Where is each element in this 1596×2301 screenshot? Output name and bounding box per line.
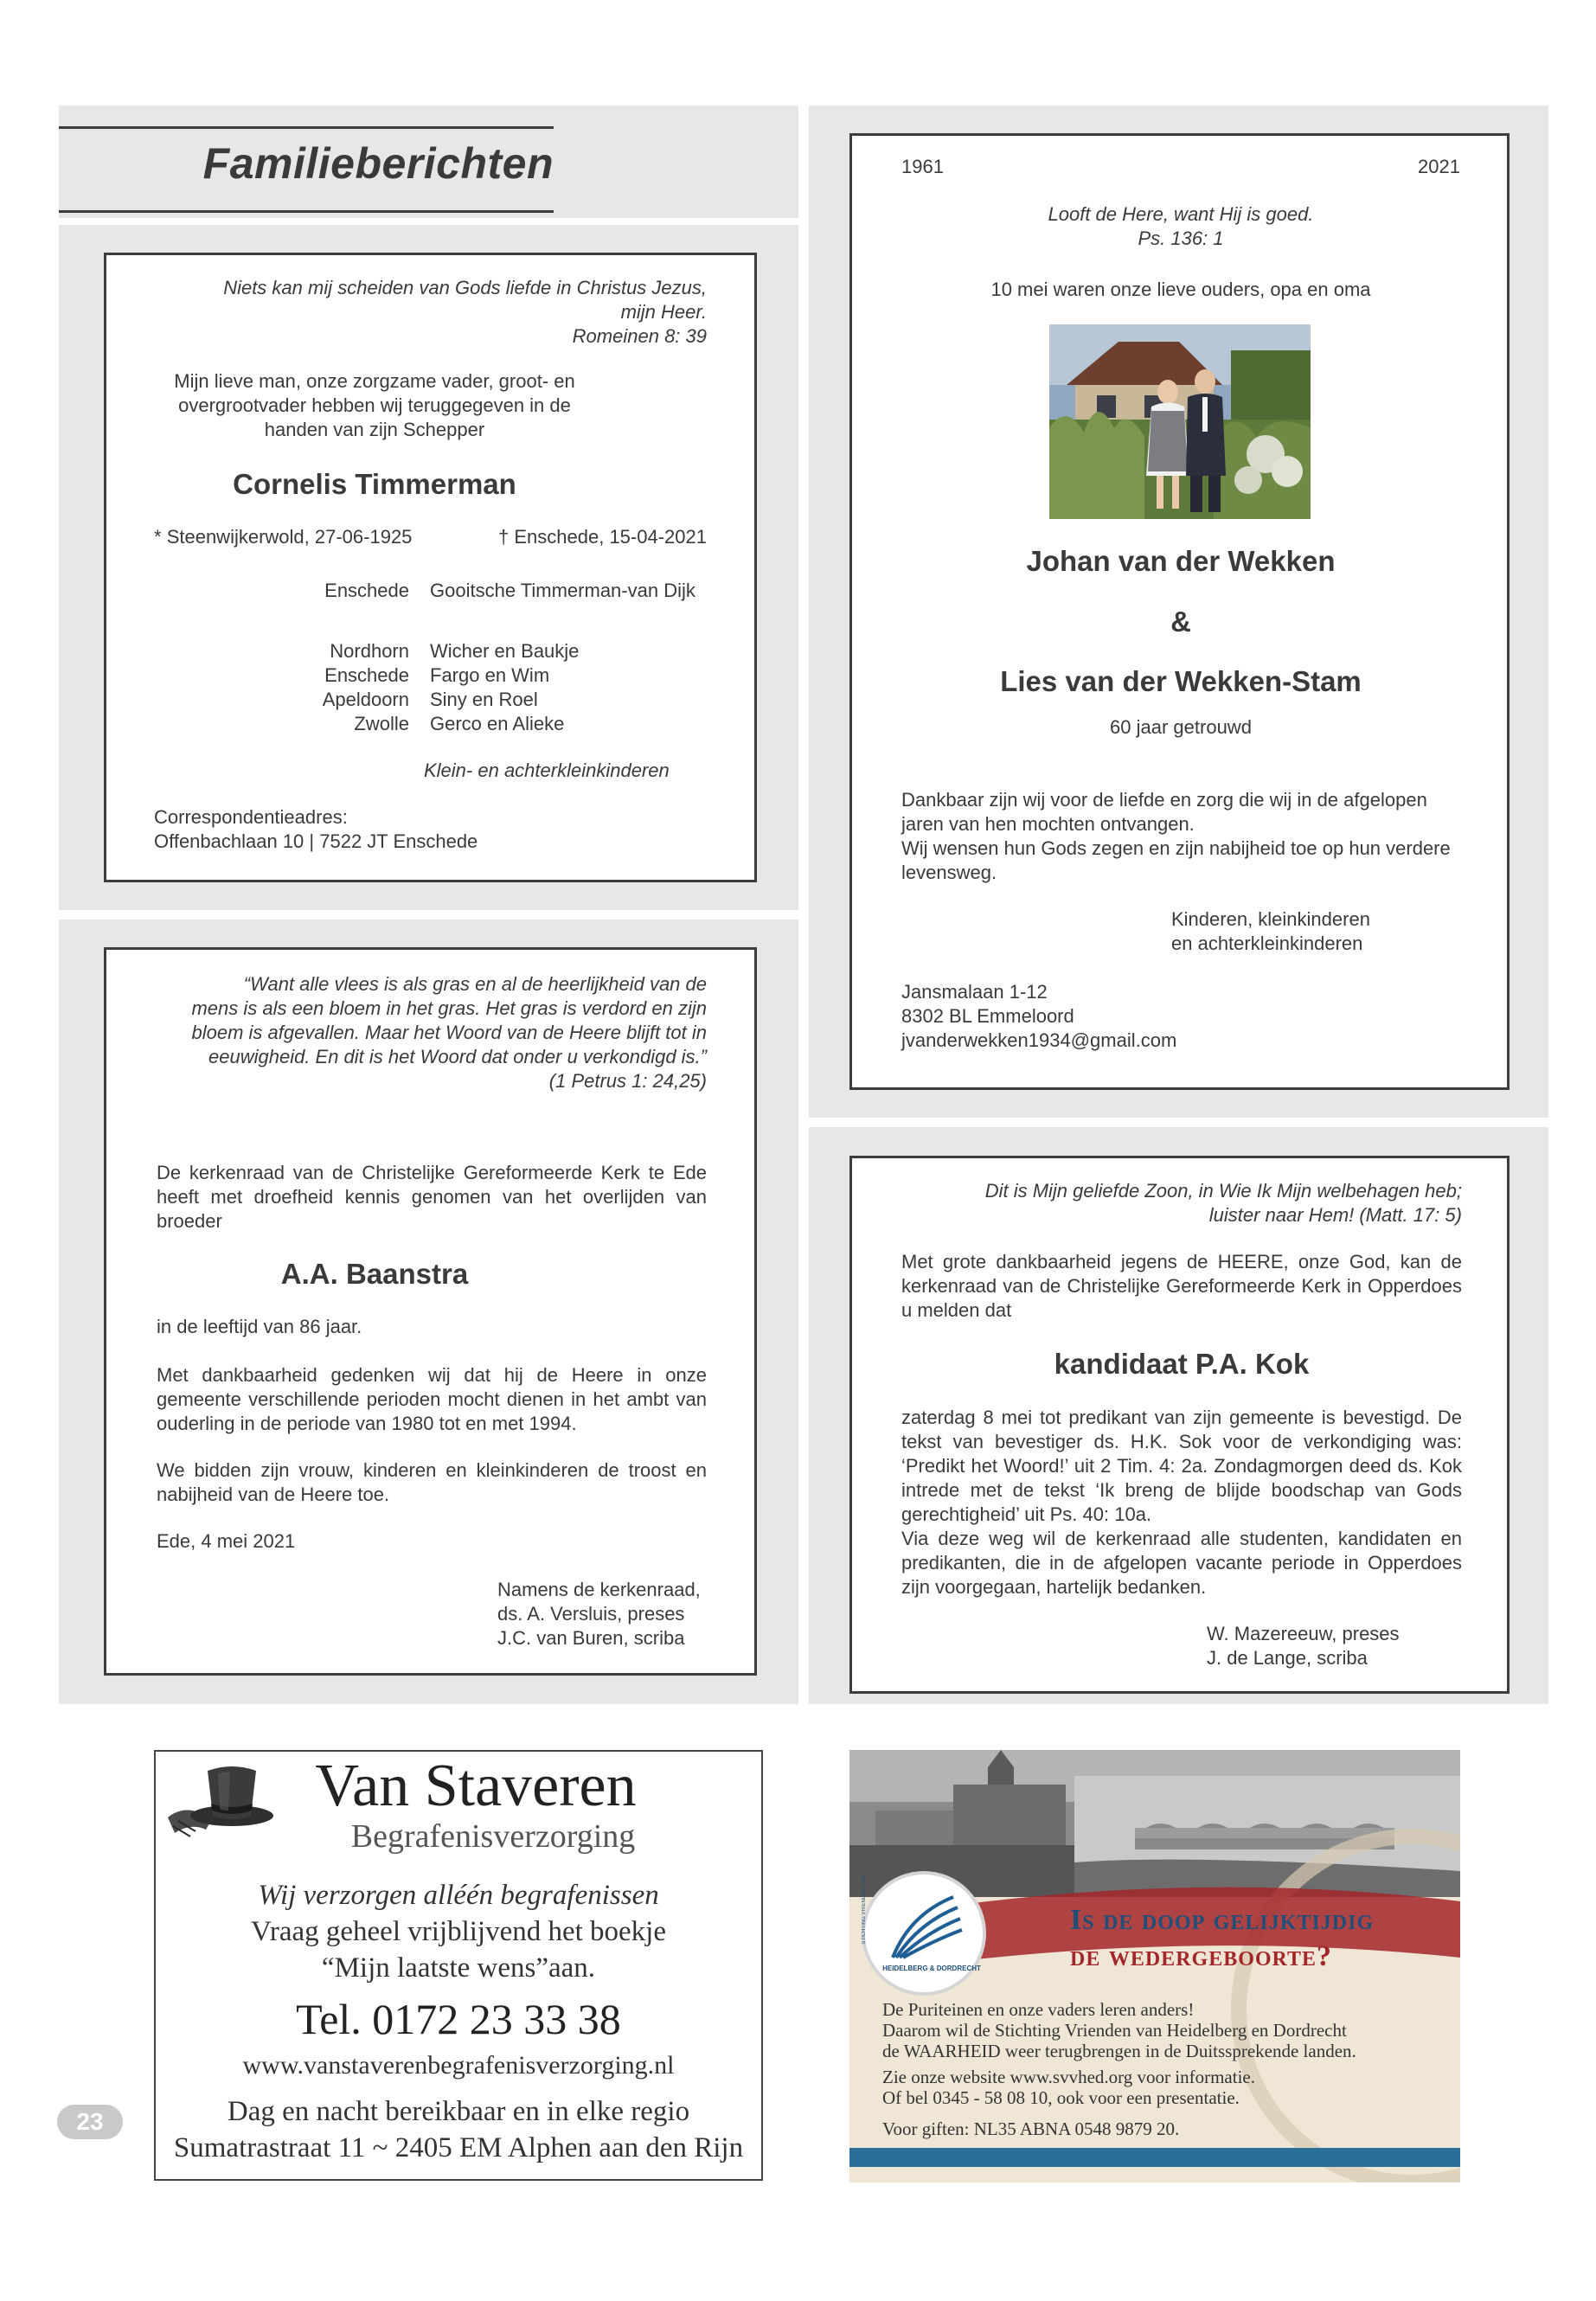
family-place: Nordhorn	[330, 640, 409, 662]
phone: Tel. 0172 23 33 38	[296, 1995, 621, 2043]
page-title: Familieberichten	[202, 139, 554, 188]
card-kok	[849, 1156, 1509, 1694]
paragraph-2: We bidden zijn vrouw, kinderen en kleinkinderen de troost en nabijheid van de Heere toe.	[157, 1459, 707, 1505]
signature: Kinderen, kleinkinderen en achterkleinkinderen	[1171, 908, 1370, 954]
family-names: Siny en Roel	[430, 689, 538, 710]
death-line: † Enschede, 15-04-2021	[498, 526, 707, 548]
body: zaterdag 8 mei tot predikant van zijn gemeente is bevestigd. De tekst van bevestiger ds. H.K. Sok voor de verkondiging was: ‘Predikt het Woord!’ uit 2 Tim. 4: 2a. Zondagmorgen deed ds. Kok intrede met de tekst ‘Ik breng de blijde boodschap van Gods gerechtigheid’ uit Ps. 40: 10a.	[901, 1407, 1462, 1525]
tagline: Wij verzorgen alléén begrafenissen	[258, 1880, 659, 1911]
paragraph-1: De Puriteinen en onze vaders leren anders! Daarom wil de Stichting Vrienden van Heidelberg en Dordrecht de WAARHEID weer terugbrengen in de Duitssprekende landen.	[882, 1999, 1356, 2061]
logo-side-text: STICHTING VRIENDEN VAN	[862, 1876, 867, 1945]
verse: Looft de Here, want Hij is goed. Ps. 136: 1	[1048, 203, 1314, 249]
signature: W. Mazereeuw, preses J. de Lange, scriba	[1207, 1623, 1400, 1669]
body-2: Via deze weg wil de kerkenraad alle studenten, kandidaten en predikanten, die in de afgelopen vacante periode in Opperdoes zijn voorgegaan, hartelijk bedanken.	[901, 1528, 1462, 1598]
correspondence: Correspondentieadres: Offenbachlaan 10 | 7522 JT Enschede	[154, 806, 478, 852]
deceased-name: A.A. Baanstra	[280, 1258, 469, 1290]
header-rule-top	[59, 126, 554, 129]
paragraph-1: Met dankbaarheid gedenken wij dat hij de Heere in onze gemeente verschillende perioden mocht dienen in het ambt van ouderling in de periode van 1980 tot en met 1994.	[157, 1364, 707, 1434]
line-1: Vraag geheel vrijblijvend het boekje	[251, 1916, 666, 1947]
headline-1: Is de doop gelijktijdig	[1070, 1904, 1375, 1936]
family-names: Gerco en Alieke	[430, 713, 565, 734]
years-married: 60 jaar getrouwd	[1110, 716, 1252, 738]
top-hat-icon	[164, 1759, 277, 1841]
family-names: Gooitsche Timmerman-van Dijk	[430, 580, 695, 601]
date: Ede, 4 mei 2021	[157, 1530, 296, 1552]
page-number: 23	[57, 2105, 123, 2139]
family-place: Zwolle	[354, 713, 409, 734]
family-place: Enschede	[324, 664, 409, 686]
birth-symbol: *	[154, 526, 162, 548]
family-place: Apeldoorn	[322, 689, 409, 710]
deceased-name: Cornelis Timmerman	[233, 468, 516, 500]
name-2: Lies van der Wekken-Stam	[1000, 665, 1362, 697]
verse: Dit is Mijn geliefde Zoon, in Wie Ik Mijn welbehagen heb; luister naar Hem! (Matt. 17: 5)	[984, 1180, 1462, 1226]
intro: De kerkenraad van de Christelijke Gereformeerde Kerk te Ede heeft met droefheid kennis genomen van het overlijden van broeder	[157, 1162, 707, 1232]
year-to: 2021	[1418, 156, 1460, 177]
card-baanstra	[104, 947, 757, 1676]
family-names: Wicher en Baukje	[430, 640, 580, 662]
grandchildren: Klein- en achterkleinkinderen	[424, 760, 670, 781]
verse: “Want alle vlees is als gras en al de heerlijkheid van de mens is als een bloem in het gras. Het gras is verdord en zijn bloem is afgevallen. Maar het Woord van de Heere blijft tot in eeuwigheid. En dit is het Woord dat onder u verkondigd is.” (1 Petrus 1: 24,25)	[191, 973, 707, 1092]
intro: Met grote dankbaarheid jegens de HEERE, onze God, kan de kerkenraad van de Christelijke Gereformeerde Kerk in Opperdoes u melden dat	[901, 1251, 1462, 1321]
brand-subtitle: Begrafenisverzorging	[350, 1818, 636, 1855]
ad-vanstaveren	[154, 1750, 763, 2181]
cross-icon: †	[498, 526, 510, 548]
website[interactable]: www.vanstaverenbegrafenisverzorging.nl	[242, 2051, 675, 2080]
year-from: 1961	[901, 156, 944, 177]
logo-text: HEIDELBERG & DORDRECHT	[882, 1965, 981, 1972]
thanks-text: Dankbaar zijn wij voor de liefde en zorg die wij in de afgelopen jaren van hen mochten ontvangen. Wij wensen hun Gods zegen en zijn nabijheid toe op hun verdere levensweg.	[901, 789, 1451, 883]
age: in de leeftijd van 86 jaar.	[157, 1316, 362, 1337]
brand-title: Van Staveren	[315, 1753, 637, 1819]
family-names: Fargo en Wim	[430, 664, 550, 686]
intro: 10 mei waren onze lieve ouders, opa en oma	[990, 279, 1371, 300]
candidate-name: kandidaat P.A. Kok	[1054, 1348, 1310, 1380]
address: Jansmalaan 1-12 8302 BL Emmeloord jvanderwekken1934@gmail.com	[901, 981, 1177, 1051]
ad-svvhed	[849, 1750, 1460, 2182]
birth-line: * Steenwijkerwold, 27-06-1925	[154, 526, 413, 548]
donations: Voor giften: NL35 ABNA 0548 9879 20.	[882, 2118, 1180, 2139]
address: Sumatrastraat 11 ~ 2405 EM Alphen aan den Rijn	[173, 2132, 744, 2163]
availability: Dag en nacht bereikbaar en in elke regio	[227, 2096, 690, 2127]
family-place: Enschede	[324, 580, 409, 601]
card-wekken	[849, 133, 1509, 1090]
header-rule-bottom	[59, 210, 554, 213]
paragraph-2: Zie onze website www.svvhed.org voor informatie. Of bel 0345 - 58 08 10, ook voor een presentatie.	[882, 2067, 1255, 2108]
signature: Namens de kerkenraad, ds. A. Versluis, preses J.C. van Buren, scriba	[497, 1579, 701, 1649]
verse: Niets kan mij scheiden van Gods liefde in Christus Jezus, mijn Heer. Romeinen 8: 39	[223, 277, 707, 347]
couple-photo	[1049, 324, 1311, 519]
ampersand: &	[1170, 606, 1191, 638]
intro: Mijn lieve man, onze zorgzame vader, groot- en overgrootvader hebben wij teruggegeven in de handen van zijn Schepper	[174, 370, 575, 440]
card-timmerman	[104, 253, 757, 882]
name-1: Johan van der Wekken	[1026, 545, 1336, 577]
line-2: “Mijn laatste wens”aan.	[321, 1952, 596, 1984]
headline-2: de wedergeboorte?	[1070, 1940, 1333, 1972]
